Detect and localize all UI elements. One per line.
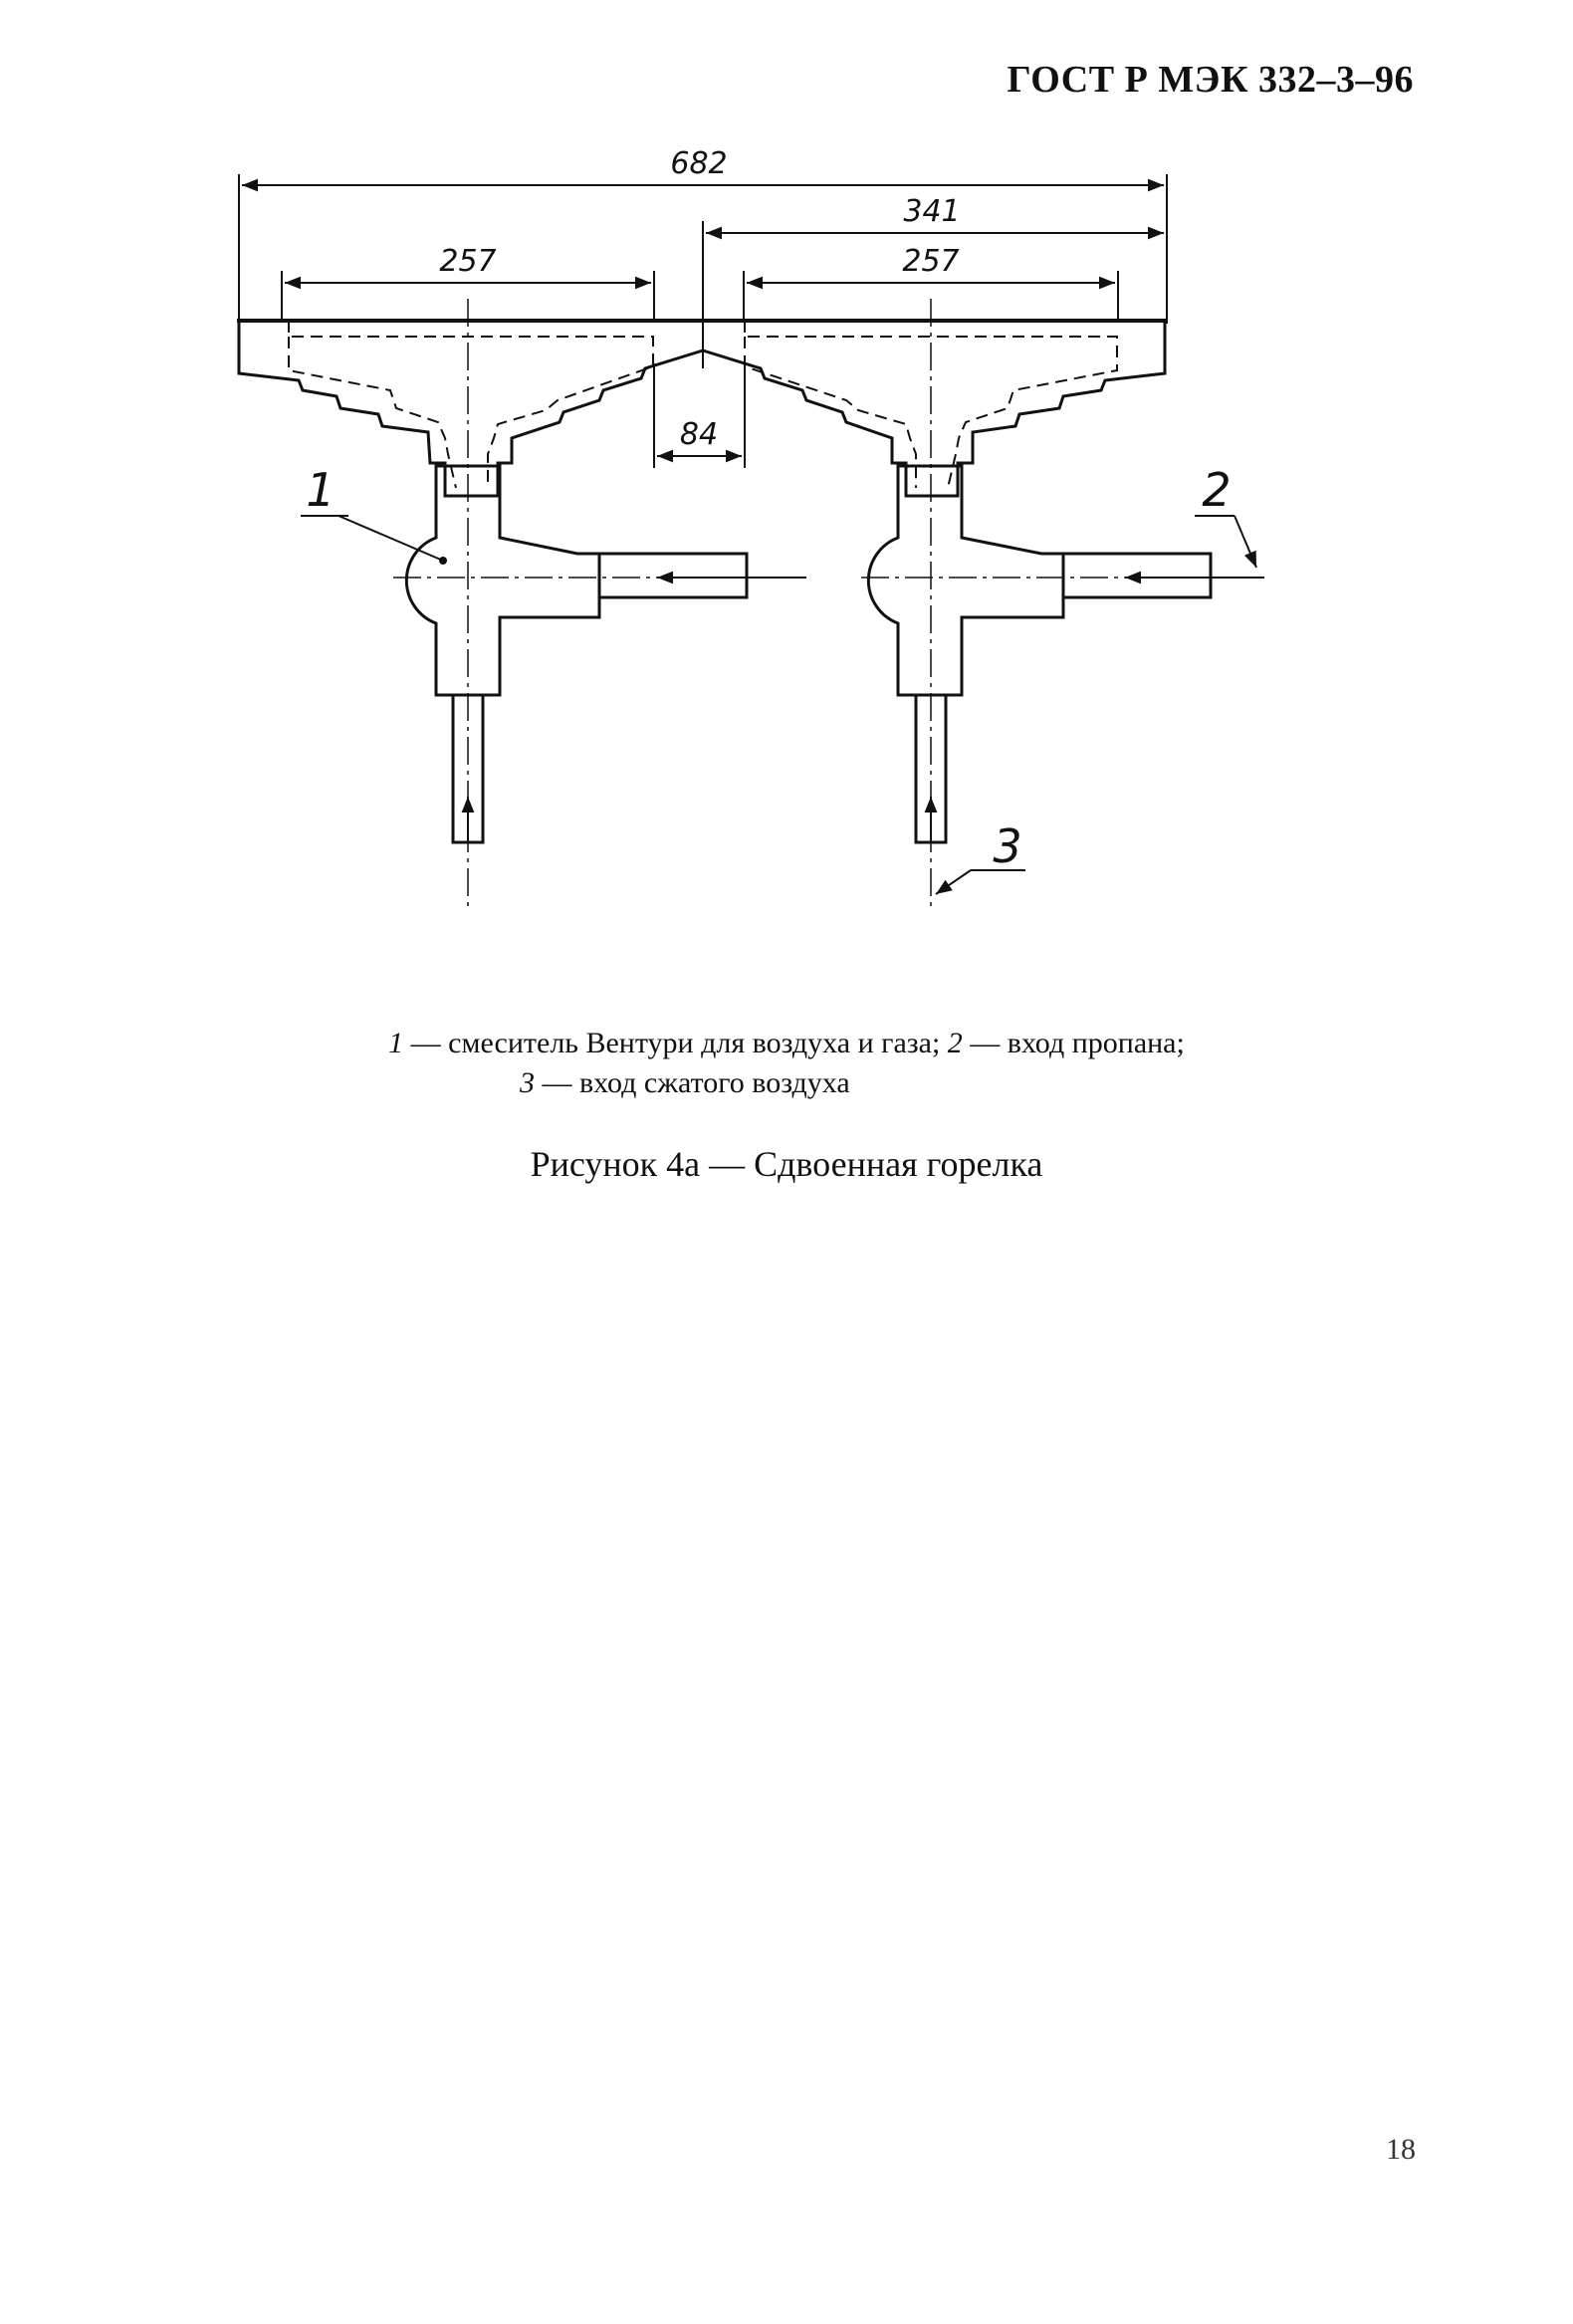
left-venturi-mixer (406, 466, 599, 695)
legend-line-1 (0, 1024, 1573, 1063)
callout-air-label: 3 (993, 819, 1022, 873)
callout-air (936, 819, 1025, 894)
legend-line-2 (0, 1063, 1573, 1103)
figure-legend (0, 1024, 1573, 1103)
callout-mixer-label: 1 (306, 463, 336, 517)
callout-propane-label: 2 (1202, 463, 1232, 517)
center-lines (393, 299, 1264, 906)
callout-mixer (301, 463, 447, 565)
dimension-gap-label: 84 (679, 417, 719, 452)
legend-item3-number: 3 (520, 1066, 535, 1099)
legend-item3-text: — вход сжатого воздуха (535, 1066, 850, 1099)
dimension-left-top-label: 257 (439, 244, 497, 279)
dimension-overall-label: 682 (670, 146, 728, 181)
callout-propane (1195, 463, 1256, 568)
dimension-right-half-label: 341 (903, 194, 961, 229)
legend-item2-number: 2 (947, 1027, 963, 1059)
dimension-right-top-label: 257 (902, 244, 960, 279)
right-venturi-mixer (868, 466, 1063, 695)
page-number: 18 (1386, 2133, 1416, 2166)
legend-item1-text: — смеситель Вентури для воздуха и газа; (403, 1027, 948, 1059)
document-header: ГОСТ Р МЭК 332–3–96 (1007, 59, 1414, 101)
dimension-right-half (703, 194, 1164, 368)
dimension-gap (654, 363, 745, 468)
right-burner-housing (703, 321, 1165, 496)
left-burner-inner-contour (289, 321, 653, 488)
left-gas-inlet-pipe (599, 554, 806, 597)
burner-drawing (0, 0, 1573, 946)
right-propane-inlet-pipe (1063, 554, 1264, 597)
legend-item1-number: 1 (388, 1027, 404, 1059)
figure-title: Рисунок 4а — Сдвоенная горелка (530, 1144, 1043, 1184)
legend-item2-text: — вход пропана; (962, 1027, 1185, 1059)
